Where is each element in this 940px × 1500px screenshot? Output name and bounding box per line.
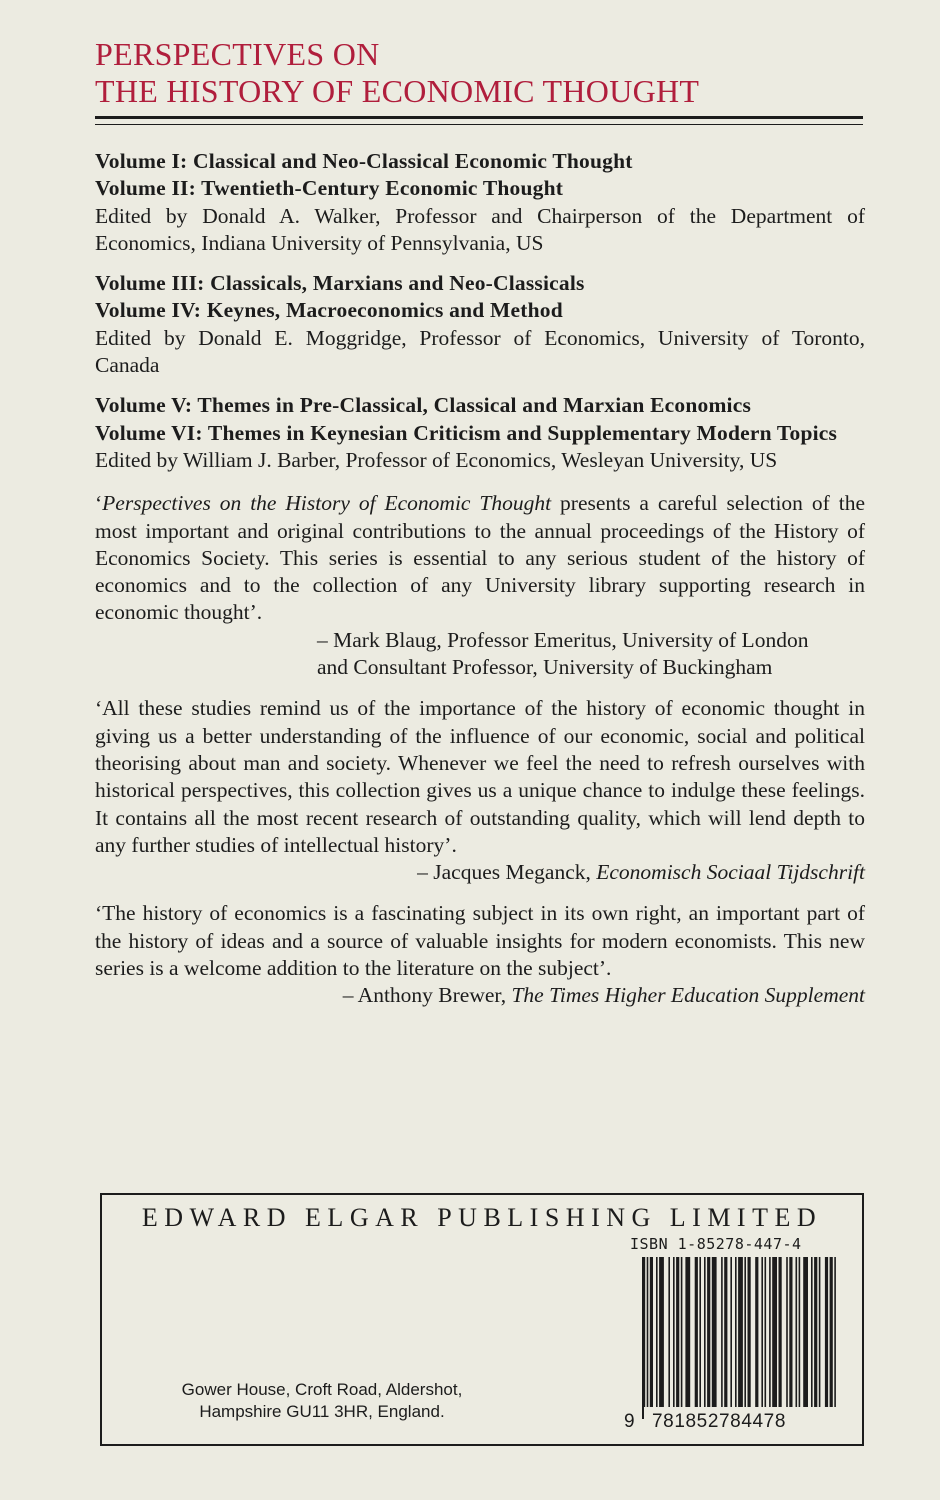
- barcode-bar: [744, 1257, 746, 1419]
- volume-title: Volume VI: Themes in Keynesian Criticism and Supplementary Modern Topics: [95, 420, 838, 445]
- series-title-line1: PERSPECTIVES ON: [95, 36, 380, 72]
- barcode-bar: [707, 1257, 710, 1419]
- barcode-bar: [681, 1257, 683, 1419]
- barcode-bar: [695, 1257, 698, 1419]
- barcode-bar: [748, 1257, 751, 1419]
- barcode-bar: [825, 1257, 828, 1419]
- volume-title: Volume II: Twentieth-Century Economic Thought: [95, 176, 564, 201]
- volume-title: Volume I: Classical and Neo-Classical Economic Thought: [95, 149, 633, 173]
- quote-text: ‘The history of economics is a fascinating subject in its own right, an important part of the history of ideas and a source of valuable insights for modern economists. This new series is a welcome addition to the literature on the subject’.: [95, 901, 865, 981]
- series-title: [95, 36, 699, 110]
- barcode-bar: [656, 1257, 658, 1419]
- quote-text: [95, 490, 865, 626]
- review-quote-3: [95, 900, 865, 1009]
- barcode-bar: [819, 1257, 821, 1419]
- barcode-bar: [765, 1257, 767, 1419]
- barcode-bar: [814, 1257, 817, 1419]
- review-quote-1: [95, 490, 865, 681]
- barcode-bar: [796, 1257, 798, 1419]
- barcode-bar: [676, 1257, 679, 1419]
- barcode-bar: [830, 1257, 833, 1419]
- barcode-bar: [668, 1257, 670, 1419]
- volume-title: Volume III: Classicals, Marxians and Neo-Classicals: [95, 271, 585, 296]
- volume-title: Volume IV: Keynes, Macroeconomics and Method: [95, 298, 563, 323]
- barcode-bar: [755, 1257, 758, 1419]
- barcode-bar: [712, 1257, 717, 1419]
- barcode-bar: [761, 1257, 763, 1419]
- barcode-bar: [789, 1257, 792, 1419]
- barcode-bar: [647, 1257, 649, 1419]
- review-quote-2: [95, 695, 865, 886]
- barcode-bar: [730, 1257, 732, 1419]
- attribution-line: and Consultant Professor, University of Buckingham: [317, 655, 773, 680]
- address-line: Hampshire GU11 3HR, England.: [199, 1402, 445, 1421]
- quote-source: Economisch Sociaal Tijdschrift: [596, 860, 865, 885]
- barcode-bars: [642, 1257, 836, 1419]
- barcode-bar: [704, 1257, 706, 1419]
- editor-line: Edited by Donald A. Walker, Professor and Chairperson of the Department of Economics, Indiana University of Pennsylvania, US: [95, 203, 865, 255]
- barcode-bar: [673, 1257, 675, 1419]
- quote-attribution: [95, 859, 865, 886]
- isbn-label: ISBN 1-85278-447-4: [630, 1235, 802, 1253]
- barcode-bar: [811, 1257, 813, 1419]
- quote-source: The Times Higher Education Supplement: [511, 983, 865, 1008]
- address-line: Gower House, Croft Road, Aldershot,: [181, 1380, 463, 1399]
- quote-series-title: Perspectives on the History of Economic Thought: [102, 491, 552, 516]
- barcode-digits: 781852784478: [652, 1411, 787, 1431]
- quote-text: ‘All these studies remind us of the importance of the history of economic thought in giving us a better understanding of the influence of our economic, social and political theorising about man and society. Whenever we feel the need to refresh ourselves with historical perspectives, this collection gives us a unique chance to indulge these feelings. It contains all the most recent research of outstanding quality, which will lend depth to any further studies of intellectual history’.: [95, 696, 865, 857]
- quote-attribution: [95, 627, 865, 682]
- quote-attribution: [95, 982, 865, 1009]
- editor-line: Edited by William J. Barber, Professor of Economics, Wesleyan University, US: [95, 447, 778, 472]
- quote-author: – Jacques Meganck,: [417, 860, 597, 885]
- barcode-bar: [735, 1257, 737, 1419]
- barcode-bar: [799, 1257, 801, 1419]
- volume-group-3: [95, 392, 865, 474]
- barcode-bar: [803, 1257, 808, 1419]
- barcode-bar: [659, 1257, 664, 1419]
- barcode-bar: [650, 1257, 653, 1419]
- barcode-bar: [772, 1257, 777, 1419]
- volume-title: Volume V: Themes in Pre-Classical, Classical and Marxian Economics: [95, 393, 752, 418]
- barcode-bar: [779, 1257, 782, 1419]
- barcode-bar: [724, 1257, 727, 1419]
- publisher-name: EDWARD ELGAR PUBLISHING LIMITED: [141, 1203, 823, 1232]
- publisher-box: [100, 1193, 864, 1446]
- barcode-lead-digit: 9: [624, 1411, 635, 1431]
- barcode-bar: [642, 1257, 645, 1419]
- barcode-bar: [769, 1257, 771, 1419]
- barcode-bar: [738, 1257, 743, 1419]
- quote-body: presents a careful selection of the most important and original contributions to the annual proceedings of the History of Economics Society. This series is essential to any serious student of the history of economics and to the collection of any University library supporting research in economic thought’.: [95, 491, 865, 625]
- volume-group-2: [95, 270, 865, 379]
- quote-author: – Anthony Brewer,: [342, 983, 512, 1008]
- editor-line: Edited by Donald E. Moggridge, Professor of Economics, University of Toronto, Canada: [95, 325, 865, 378]
- volume-group-1: [95, 148, 865, 257]
- barcode-bar: [834, 1257, 836, 1419]
- barcode: [622, 1257, 842, 1431]
- title-rule-thick: [95, 116, 863, 119]
- barcode-bar: [721, 1257, 723, 1419]
- barcode-bar: [699, 1257, 701, 1419]
- publisher-address: [172, 1379, 472, 1423]
- barcode-bar: [786, 1257, 788, 1419]
- title-rule-thin: [95, 124, 863, 125]
- back-cover-content: [95, 148, 865, 1024]
- quote-open-mark: ‘: [95, 491, 103, 516]
- attribution-line: – Mark Blaug, Professor Emeritus, University of London: [317, 627, 809, 652]
- series-title-line2: THE HISTORY OF ECONOMIC THOUGHT: [95, 73, 700, 109]
- barcode-bar: [685, 1257, 690, 1419]
